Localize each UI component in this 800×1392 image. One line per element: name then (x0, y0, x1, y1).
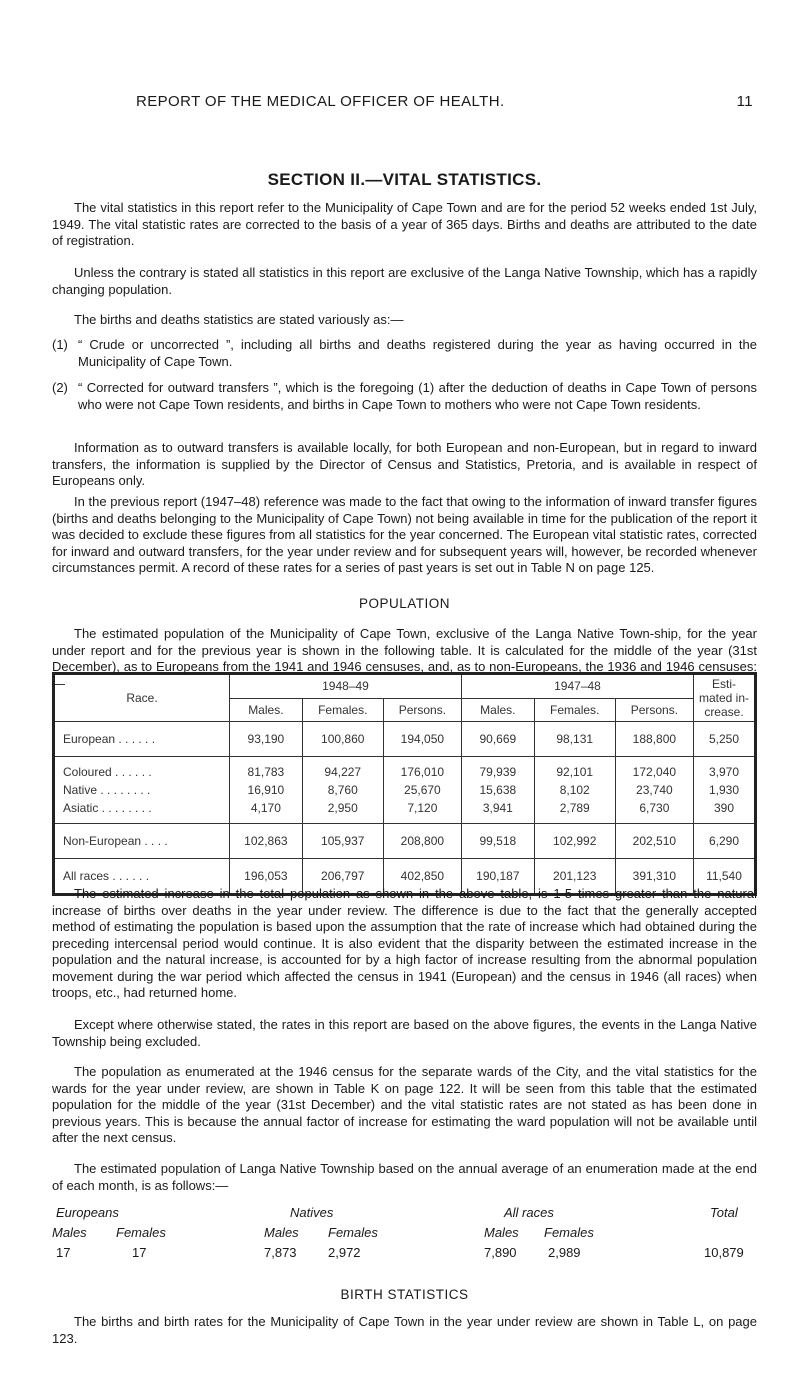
value-cell: 105,937 (302, 824, 383, 859)
value-all-races-females: 2,989 (548, 1245, 581, 1260)
paragraph-ward-census: The population as enumerated at the 1946 census for the separate wards of the City, and the vital statistics for the wards for the year under review, are shown in Table K on page 122. It will be seen from this table that the estimated population for the middle of the year (31st December) and the vital statistic rates are not stated as has been done in previous years. This is because the annual factor of increase for estimating the ward population will not be available until after the next census. (52, 1064, 757, 1145)
value-cell: 190,187 (461, 859, 534, 895)
race-cell: Asiatic . . . . . . . . (54, 799, 230, 824)
race-cell: Non-European . . . . (54, 824, 230, 859)
value-cell: 6,730 (615, 799, 693, 824)
value-europeans-males: 17 (56, 1245, 71, 1260)
header-females: Females. (302, 698, 383, 721)
label-europeans: Europeans (56, 1205, 119, 1220)
table-row (54, 757, 756, 782)
value-cell: 1,930 (694, 781, 756, 799)
value-cell: 102,863 (230, 824, 303, 859)
value-cell: 94,227 (302, 757, 383, 782)
list-item-number: (2) (52, 380, 68, 395)
paragraph-langa-estimate: The estimated population of Langa Native Township based on the annual average of an enumeration made at the end of each month, is as follows:— (52, 1161, 757, 1193)
value-cell: 188,800 (615, 722, 693, 757)
label-males: Males (484, 1225, 519, 1240)
race-cell: Coloured . . . . . . (54, 757, 230, 782)
label-males: Males (52, 1225, 87, 1240)
paragraph-stated-variously: The births and deaths statistics are stated variously as:— (74, 312, 404, 327)
header-1947-48: 1947–48 (461, 674, 693, 699)
header-males: Males. (230, 698, 303, 721)
list-item-corrected (52, 380, 757, 413)
value-cell: 15,638 (461, 781, 534, 799)
value-cell: 100,860 (302, 722, 383, 757)
value-cell: 102,992 (534, 824, 615, 859)
paragraph-langa-exclusion: Unless the contrary is stated all statistics in this report are exclusive of the Langa Native Township, which has a rapidly changing population. (52, 265, 757, 297)
value-cell: 5,250 (694, 722, 756, 757)
value-cell: 206,797 (302, 859, 383, 895)
header-1948-49: 1948–49 (230, 674, 462, 699)
value-cell: 90,669 (461, 722, 534, 757)
paragraph-previous-report: In the previous report (1947–48) reference was made to the fact that owing to the information of inward transfer figures (births and deaths belonging to the Municipality of Cape Town) not being available in time for the publication of the report it was decided to exclude these figures from all statistics for the year concerned. The European vital statistic rates, corrected for inward and outward transfers, for the year under review and for subsequent years will, however, be recorded whenever circumstances permit. A record of these rates for a series of past years is set out in Table N on page 125. (52, 494, 757, 575)
header-race: Race. (54, 674, 230, 722)
value-cell: 4,170 (230, 799, 303, 824)
list-item-text: “ Crude or uncorrected ”, including all births and deaths registered during the year as having occurred in the Municipality of Cape Town. (78, 337, 757, 369)
value-cell: 93,190 (230, 722, 303, 757)
value-cell: 98,131 (534, 722, 615, 757)
value-cell: 2,950 (302, 799, 383, 824)
running-title: REPORT OF THE MEDICAL OFFICER OF HEALTH. (136, 93, 505, 110)
value-cell: 3,941 (461, 799, 534, 824)
value-cell: 92,101 (534, 757, 615, 782)
value-cell: 3,970 (694, 757, 756, 782)
value-natives-females: 2,972 (328, 1245, 361, 1260)
value-cell: 23,740 (615, 781, 693, 799)
value-europeans-females: 17 (132, 1245, 147, 1260)
value-total: 10,879 (704, 1245, 744, 1260)
header-persons: Persons. (615, 698, 693, 721)
population-table (52, 672, 757, 896)
value-cell: 8,760 (302, 781, 383, 799)
table-row (54, 799, 756, 824)
table-row (54, 781, 756, 799)
section-title: SECTION II.—VITAL STATISTICS. (267, 170, 542, 189)
label-females: Females (544, 1225, 594, 1240)
label-females: Females (116, 1225, 166, 1240)
value-cell: 7,120 (383, 799, 461, 824)
value-all-races-males: 7,890 (484, 1245, 517, 1260)
value-cell: 11,540 (694, 859, 756, 895)
paragraph-outward-transfers: Information as to outward transfers is available locally, for both European and non-European, but in regard to inward transfers, the information is supplied by the Director of Census and Statistics, Pretoria, and is available in respect of Europeans only. (52, 440, 757, 488)
list-item-crude (52, 337, 757, 370)
population-heading: POPULATION (358, 596, 451, 611)
list-item-number: (1) (52, 337, 68, 352)
value-cell: 208,800 (383, 824, 461, 859)
header-estimated-increase: Esti- mated in- crease. (694, 674, 756, 722)
value-cell: 99,518 (461, 824, 534, 859)
label-all-races: All races (504, 1205, 554, 1220)
label-natives: Natives (290, 1205, 334, 1220)
page-number: 11 (736, 93, 753, 110)
label-males: Males (264, 1225, 299, 1240)
value-cell: 194,050 (383, 722, 461, 757)
table-row (54, 824, 756, 859)
value-cell: 79,939 (461, 757, 534, 782)
paragraph-estimated-population: The estimated population of the Municipality of Cape Town, exclusive of the Langa Native Town-ship, for the year under report and for the previous year is shown in the following table. It is calculated for the middle of the year (31st December), as to Europeans from the 1941 and 1946 censuses, and, as to non-Europeans, the 1936 and 1946 censuses:— (52, 626, 757, 691)
langa-estimate-block (52, 1205, 757, 1265)
label-females: Females (328, 1225, 378, 1240)
value-cell: 172,040 (615, 757, 693, 782)
label-total: Total (710, 1205, 738, 1220)
value-cell: 6,290 (694, 824, 756, 859)
value-cell: 8,102 (534, 781, 615, 799)
race-cell: Native . . . . . . . . (54, 781, 230, 799)
value-cell: 402,850 (383, 859, 461, 895)
header-females: Females. (534, 698, 615, 721)
value-cell: 391,310 (615, 859, 693, 895)
table-row (54, 722, 756, 757)
value-cell: 25,670 (383, 781, 461, 799)
race-cell: European . . . . . . (54, 722, 230, 757)
list-item-text: “ Corrected for outward transfers ”, which is the foregoing (1) after the deduction of deaths in Cape Town of persons who were not Cape Town residents, and births in Cape Town to mothers who were not Cape Town residents. (78, 380, 757, 412)
value-cell: 196,053 (230, 859, 303, 895)
value-cell: 201,123 (534, 859, 615, 895)
value-cell: 176,010 (383, 757, 461, 782)
value-cell: 202,510 (615, 824, 693, 859)
paragraph-intro: The vital statistics in this report refer to the Municipality of Cape Town and are for the period 52 weeks ended 1st July, 1949. The vital statistic rates are corrected to the basis of a year of 365 days. Births and deaths are attributed to the date of registration. (52, 200, 757, 248)
birth-statistics-heading: BIRTH STATISTICS (340, 1287, 469, 1302)
header-males: Males. (461, 698, 534, 721)
value-cell: 81,783 (230, 757, 303, 782)
value-natives-males: 7,873 (264, 1245, 297, 1260)
header-persons: Persons. (383, 698, 461, 721)
value-cell: 2,789 (534, 799, 615, 824)
paragraph-estimated-increase: The estimated increase in the total population as shown in the above table, is 1·5 times greater than the natural increase of births over deaths in the year under review. The difference is due to the fact that the generally accepted method of estimating the population is based upon the assumption that the rate of increase which had obtained during the preceding intercensal period would continue. It is also evident that the disparity between the estimated increase in the population and the natural increase, is accounted for by a high factor of increase resulting from the abnormal population movement during the war period which affected the census in 1941 (European) and the census in 1946 (all races) when troops, etc., had returned home. (52, 886, 757, 1000)
paragraph-birth-statistics: The births and birth rates for the Municipality of Cape Town in the year under review are shown in Table L, on page 123. (52, 1314, 757, 1346)
race-cell: All races . . . . . . (54, 859, 230, 895)
value-cell: 390 (694, 799, 756, 824)
value-cell: 16,910 (230, 781, 303, 799)
paragraph-rates-basis: Except where otherwise stated, the rates in this report are based on the above figures, the events in the Langa Native Township being excluded. (52, 1017, 757, 1049)
